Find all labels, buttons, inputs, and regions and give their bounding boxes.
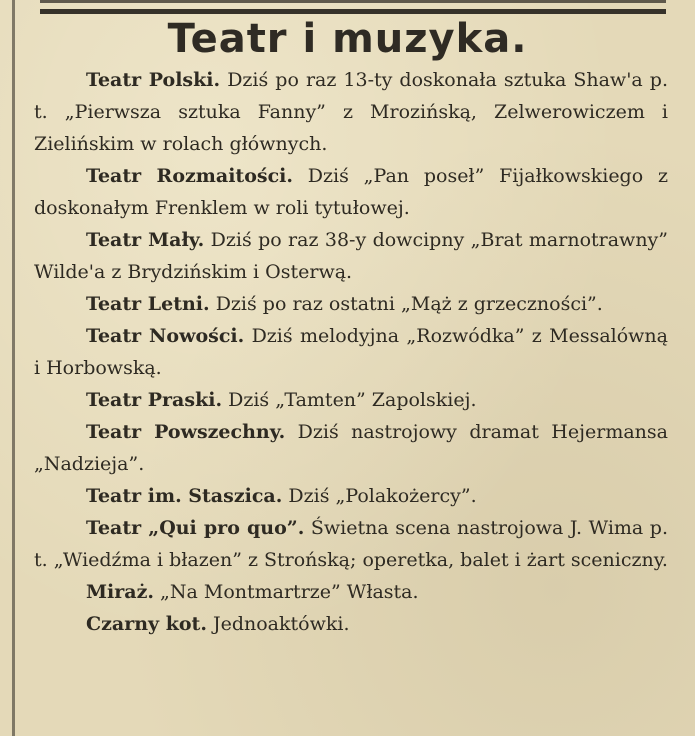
entry-name: Teatr Praski. (86, 389, 223, 411)
entry-text: Dziś „Polakożercy”. (288, 485, 477, 507)
entry-czarny-kot (34, 608, 668, 640)
entry-text: Dziś „Tamten” Zapolskiej. (228, 389, 477, 411)
section-headline: Teatr i muzyka. (167, 16, 528, 62)
entry-text: Dziś „Pan poseł” Fijałkowskiego z doskonałym Frenklem w roli tytułowej. (34, 165, 668, 219)
entry-name: Teatr „Qui pro quo”. (86, 517, 305, 539)
entry-text: Dziś po raz ostatni „Mąż z grzeczności”. (215, 293, 603, 315)
entry-name: Miraż. (86, 581, 154, 603)
entry-teatr-qui-pro-quo (34, 512, 668, 576)
top-rule (40, 9, 666, 14)
entry-teatr-staszica (34, 480, 668, 512)
entry-teatr-polski (34, 64, 668, 160)
column-rule (12, 0, 15, 736)
entry-text: Świetna scena nastrojowa J. Wima p. t. „Wiedźma i błazen” z Strońską; operetka, balet i żart sceniczny. (34, 517, 668, 571)
entry-teatr-praski (34, 384, 668, 416)
entry-name: Teatr Powszechny. (86, 421, 286, 443)
entry-teatr-letni (34, 288, 668, 320)
entry-teatr-rozmaitosci (34, 160, 668, 224)
entry-text: Dziś po raz 13-ty doskonała sztuka Shaw'a p. t. „Pierwsza sztuka Fanny” z Mrozińską, Zelwerowiczem i Zielińskim w rolach głównych. (34, 69, 668, 155)
entry-name: Czarny kot. (86, 613, 207, 635)
entry-name: Teatr Mały. (86, 229, 205, 251)
entry-text: Jednoaktówki. (212, 613, 350, 635)
entry-text: „Na Montmartrze” Własta. (160, 581, 419, 603)
entry-name: Teatr Nowości. (86, 325, 245, 347)
entry-teatr-powszechny (34, 416, 668, 480)
entry-miraz (34, 576, 668, 608)
entry-name: Teatr im. Staszica. (86, 485, 283, 507)
entry-name: Teatr Polski. (86, 69, 221, 91)
article-body (34, 64, 668, 640)
entry-name: Teatr Rozmaitości. (86, 165, 293, 187)
entry-text: Dziś melodyjna „Rozwódka” z Messalówną i Horbowską. (34, 325, 668, 379)
top-rule-thin (40, 0, 666, 3)
entry-text: Dziś nastrojowy dramat Hejermansa „Nadzieja”. (34, 421, 668, 475)
entry-teatr-maly (34, 224, 668, 288)
entry-name: Teatr Letni. (86, 293, 210, 315)
entry-teatr-nowosci (34, 320, 668, 384)
entry-text: Dziś po raz 38-y dowcipny „Brat marnotrawny” Wilde'a z Brydzińskim i Osterwą. (34, 229, 668, 283)
